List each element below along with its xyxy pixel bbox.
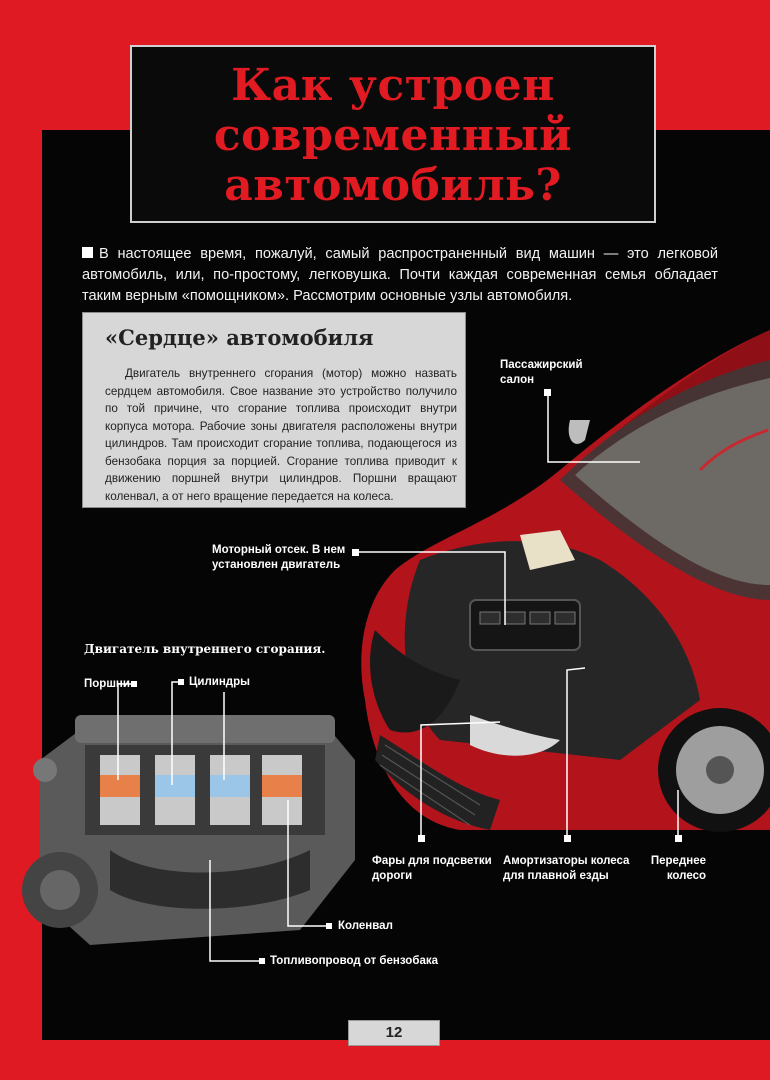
label-line: для плавной езды (503, 870, 609, 882)
label-line: дороги (372, 870, 413, 882)
sidebar-text: Двигатель внутреннего сгорания (мотор) можно назвать сердцем автомобиля. Свое название это устройство получило по той причине, что сгорание топлива происходит внутри корпуса мотора. Рабочие зоны двигателя расположены внутри цилиндров. Там происходит сгорание топлива, подающегося из бензобака порция за порцией. Сгорание топлива приводит к движению поршней внутри цилиндров. Поршни вращают коленвал, а от него вращение передается на колеса. (105, 367, 457, 503)
label-front-wheel (640, 854, 706, 884)
label-line: Амортизаторы колеса (503, 855, 630, 867)
sidebar-box (82, 312, 466, 508)
label-line: установлен двигатель (212, 559, 341, 571)
bullet-square-icon (82, 247, 93, 258)
label-cylinders: Цилиндры (189, 676, 250, 688)
intro-text: В настоящее время, пожалуй, самый распространенный вид машин — это легковой автомобиль, или, по-простому, легковушка. Почти каждая современная семья обладает таким верным «помощником». Рассмотрим основные узлы автомобиля. (82, 246, 718, 304)
intro-paragraph (82, 244, 718, 307)
label-line: колесо (666, 870, 706, 882)
label-line: Переднее (650, 855, 706, 867)
label-crankshaft: Коленвал (338, 920, 393, 932)
label-line: Фары для подсветки (372, 855, 492, 867)
label-headlights (372, 854, 492, 884)
title-box (130, 45, 656, 223)
page-title-line-1: Как устроен (231, 60, 555, 111)
sidebar-title: «Сердце» автомобиля (105, 325, 374, 350)
label-line: Моторный отсек. В нем (212, 544, 346, 556)
engine-illustration (22, 715, 355, 945)
label-fuel-line: Топливопровод от бензобака (270, 955, 438, 967)
page-number: 12 (348, 1020, 440, 1046)
label-shock-absorbers (503, 854, 629, 884)
label-pistons: Поршни (84, 678, 130, 690)
label-line: Пассажирский (500, 359, 583, 371)
label-engine-bay (212, 543, 345, 573)
engine-caption: Двигатель внутреннего сгорания. (84, 642, 326, 656)
page-title-line-2: современный (213, 110, 573, 161)
page-title-line-3: автомобиль? (224, 160, 562, 211)
label-passenger-salon (500, 358, 583, 388)
label-line: салон (500, 374, 535, 386)
